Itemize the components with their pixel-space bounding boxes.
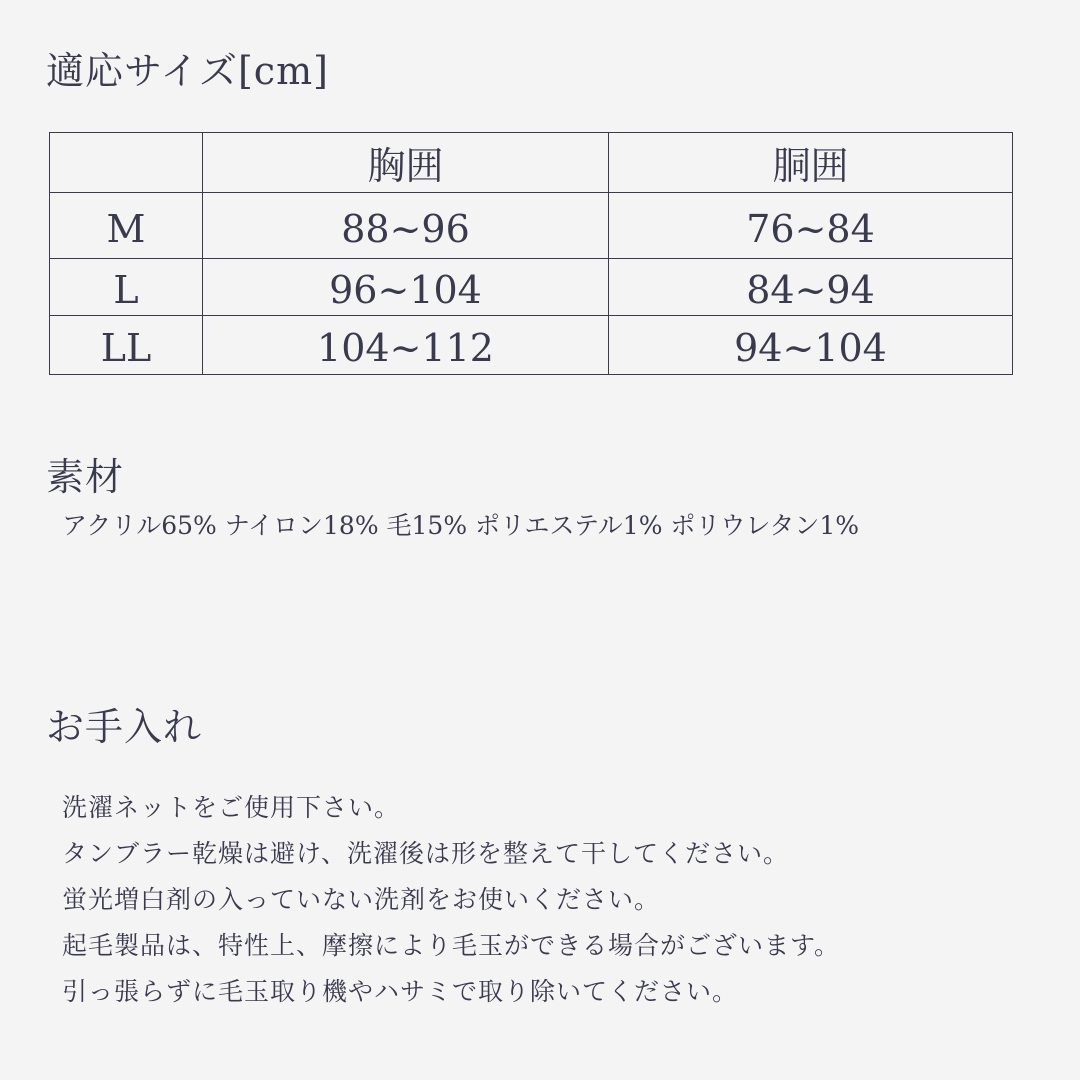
material-composition: アクリル65% ナイロン18% 毛15% ポリエステル1% ポリウレタン1%	[62, 511, 860, 540]
waist-value-cell: 94~104	[609, 316, 1013, 375]
care-instruction-line: タンブラー乾燥は避け、洗濯後は形を整えて干してください。	[62, 839, 790, 868]
table-row	[50, 316, 1013, 375]
size-label-cell: M	[50, 193, 203, 259]
header-cell-waist: 胴囲	[609, 133, 1013, 193]
size-label-cell: L	[50, 259, 203, 316]
waist-value-cell: 84~94	[609, 259, 1013, 316]
care-instruction-line: 蛍光増白剤の入っていない洗剤をお使いください。	[62, 885, 661, 914]
header-cell-bust: 胸囲	[203, 133, 609, 193]
care-instruction-line: 洗濯ネットをご使用下さい。	[62, 793, 401, 822]
table-row	[50, 193, 1013, 259]
care-instructions-list	[62, 788, 840, 1018]
bust-value-cell: 104~112	[203, 316, 609, 375]
care-instruction-line: 引っ張らずに毛玉取り機やハサミで取り除いてください。	[62, 977, 739, 1006]
bust-value-cell: 96~104	[203, 259, 609, 316]
table-row	[50, 259, 1013, 316]
size-label-cell: LL	[50, 316, 203, 375]
care-section-title: お手入れ	[46, 705, 203, 749]
size-section-title: 適応サイズ[cm]	[46, 49, 329, 93]
table-header-row	[50, 133, 1013, 193]
waist-value-cell: 76~84	[609, 193, 1013, 259]
care-instruction-line: 起毛製品は、特性上、摩擦により毛玉ができる場合がございます。	[62, 931, 841, 960]
size-table	[49, 132, 1013, 375]
header-cell-size	[50, 133, 203, 193]
bust-value-cell: 88~96	[203, 193, 609, 259]
material-section-title: 素材	[46, 455, 125, 499]
